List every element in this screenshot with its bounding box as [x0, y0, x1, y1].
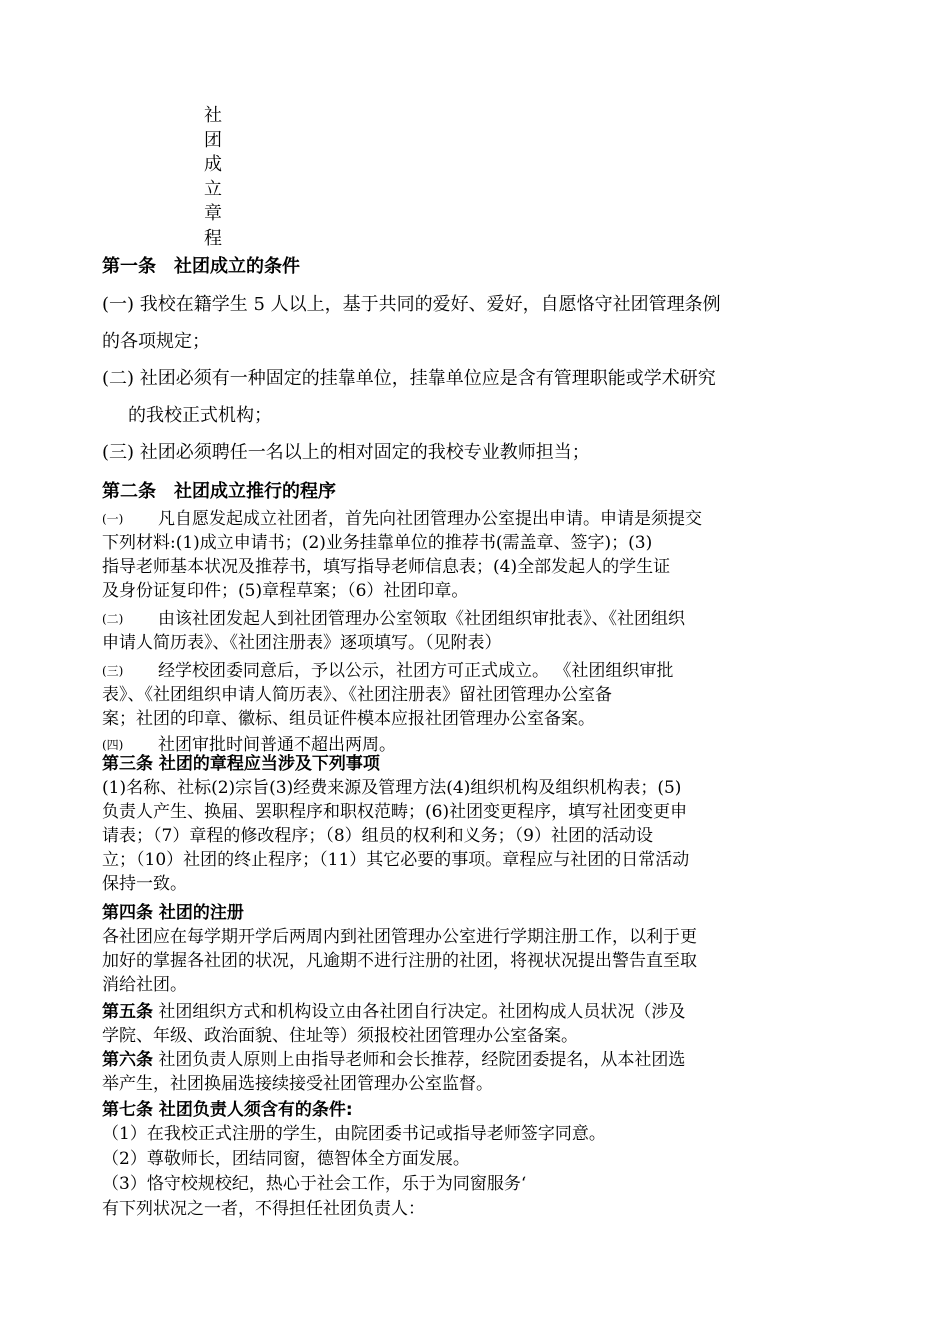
article-4-line: 加好的掌握各社团的状况，凡逾期不进行注册的社团，将视状况提出警告直至取 [102, 951, 697, 971]
article-3-line: 保持一致。 [102, 874, 187, 894]
article-7-line: （3）恪守校规校纪，热心于社会工作，乐于为同窗服务‘ [102, 1174, 527, 1194]
title-char: 社 [204, 105, 222, 126]
article-7-heading: 第七条 社团负责人须含有的条件: [102, 1100, 353, 1120]
article-6-line-1 [102, 1048, 832, 1072]
article-1 [102, 254, 832, 471]
item-line: 经学校团委同意后，予以公示，社团方可正式成立。 《社团组织审批 [158, 661, 674, 681]
article-7-line: 有下列状况之一者，不得担任社团负责人： [102, 1199, 425, 1219]
article-6 [102, 1048, 832, 1096]
article-6-label: 第六条 [102, 1050, 153, 1070]
item-line: 凡自愿发起成立社团者，首先向社团管理办公室提出申请。申请是须提交 [158, 509, 702, 529]
article-4-line: 消给社团。 [102, 975, 187, 995]
article-5-line-1 [102, 1000, 832, 1024]
article-5-text: 社团组织方式和机构设立由各社团自行决定。社团构成人员状况（涉及 [153, 1002, 686, 1022]
item-line: 下列材料:(1)成立申请书；(2)业务挂靠单位的推荐书(需盖章、签字)；(3) [102, 533, 653, 553]
article-2-heading: 第二条 社团成立推行的程序 [102, 481, 336, 502]
title-char: 程 [204, 227, 222, 249]
item-line: 社团审批时间普通不超出两周。 [158, 735, 396, 755]
article-1-items [102, 286, 832, 471]
article-7 [102, 1098, 832, 1222]
article-3-line: 负责人产生、换届、罢职程序和职权范畴；(6)社团变更程序，填写社团变更申 [102, 802, 688, 822]
article-2 [102, 479, 832, 757]
item-number: (二) [102, 612, 124, 626]
article-2-item-2 [102, 607, 832, 655]
article-1-item-1-line: 的各项规定； [102, 331, 210, 352]
article-7-line: （2）尊敬师长，团结同窗，德智体全方面发展。 [102, 1149, 470, 1169]
item-number: (一) [102, 512, 124, 526]
item-line: 申请人简历表》、《社团注册表》逐项填写。（见附表） [102, 633, 502, 653]
item-line: 案；社团的印章、徽标、组员证件模本应报社团管理办公室备案。 [102, 709, 595, 729]
article-5-label: 第五条 [102, 1002, 153, 1022]
article-3 [102, 752, 832, 896]
article-1-item-1-line: (一) 我校在籍学生 5 人以上，基于共同的爱好、爱好，自愿恪守社团管理条例 [102, 294, 721, 315]
article-3-line: 请表；（7）章程的修改程序；（8）组员的权利和义务；（9）社团的活动设 [102, 826, 653, 846]
vertical-title [204, 104, 228, 251]
item-number: (四) [102, 738, 124, 752]
item-number: (三) [102, 664, 124, 678]
article-5-line: 学院、年级、政治面貌、住址等）须报校社团管理办公室备案。 [102, 1026, 578, 1046]
title-char: 团 [204, 129, 222, 151]
article-4-line: 各社团应在每学期开学后两周内到社团管理办公室进行学期注册工作，以利于更 [102, 927, 697, 947]
item-line: 由该社团发起人到社团管理办公室领取《社团组织审批表》、《社团组织 [158, 609, 685, 629]
article-6-text: 社团负责人原则上由指导老师和会长推荐，经院团委提名，从本社团选 [153, 1050, 686, 1070]
title-char: 成 [204, 154, 222, 175]
article-3-heading: 第三条 社团的章程应当涉及下列事项 [102, 754, 380, 774]
article-7-line: （1）在我校正式注册的学生，由院团委书记或指导老师签字同意。 [102, 1124, 606, 1144]
article-1-item-2-line: (二) 社团必须有一种固定的挂靠单位，挂靠单位应是含有管理职能或学术研究 [102, 368, 716, 389]
title-char: 章 [204, 203, 222, 224]
article-4 [102, 901, 832, 997]
article-1-heading: 第一条 社团成立的条件 [102, 256, 300, 277]
article-6-line: 举产生，社团换届选接续接受社团管理办公室监督。 [102, 1074, 493, 1094]
article-3-line: (1)名称、社标(2)宗旨(3)经费来源及管理方法(4)组织机构及组织机构表；(5) [102, 778, 682, 798]
item-line: 指导老师基本状况及推荐书，填写指导老师信息表；(4)全部发起人的学生证 [102, 557, 671, 577]
article-5 [102, 1000, 832, 1048]
article-1-item-2-line: 的我校正式机构； [128, 405, 272, 426]
article-1-item-3-line: (三) 社团必须聘任一名以上的相对固定的我校专业教师担当； [102, 442, 590, 463]
item-line: 及身份证复印件；(5)章程草案；（6）社团印章。 [102, 581, 469, 601]
article-3-line: 立；（10）社团的终止程序；（11）其它必要的事项。章程应与社团的日常活动 [102, 850, 690, 870]
article-2-item-3 [102, 659, 832, 731]
article-4-heading: 第四条 社团的注册 [102, 903, 244, 923]
title-char: 立 [204, 178, 222, 200]
item-line: 表》、《社团组织申请人简历表》、《社团注册表》留社团管理办公室备 [102, 685, 612, 705]
article-2-item-1 [102, 507, 832, 603]
